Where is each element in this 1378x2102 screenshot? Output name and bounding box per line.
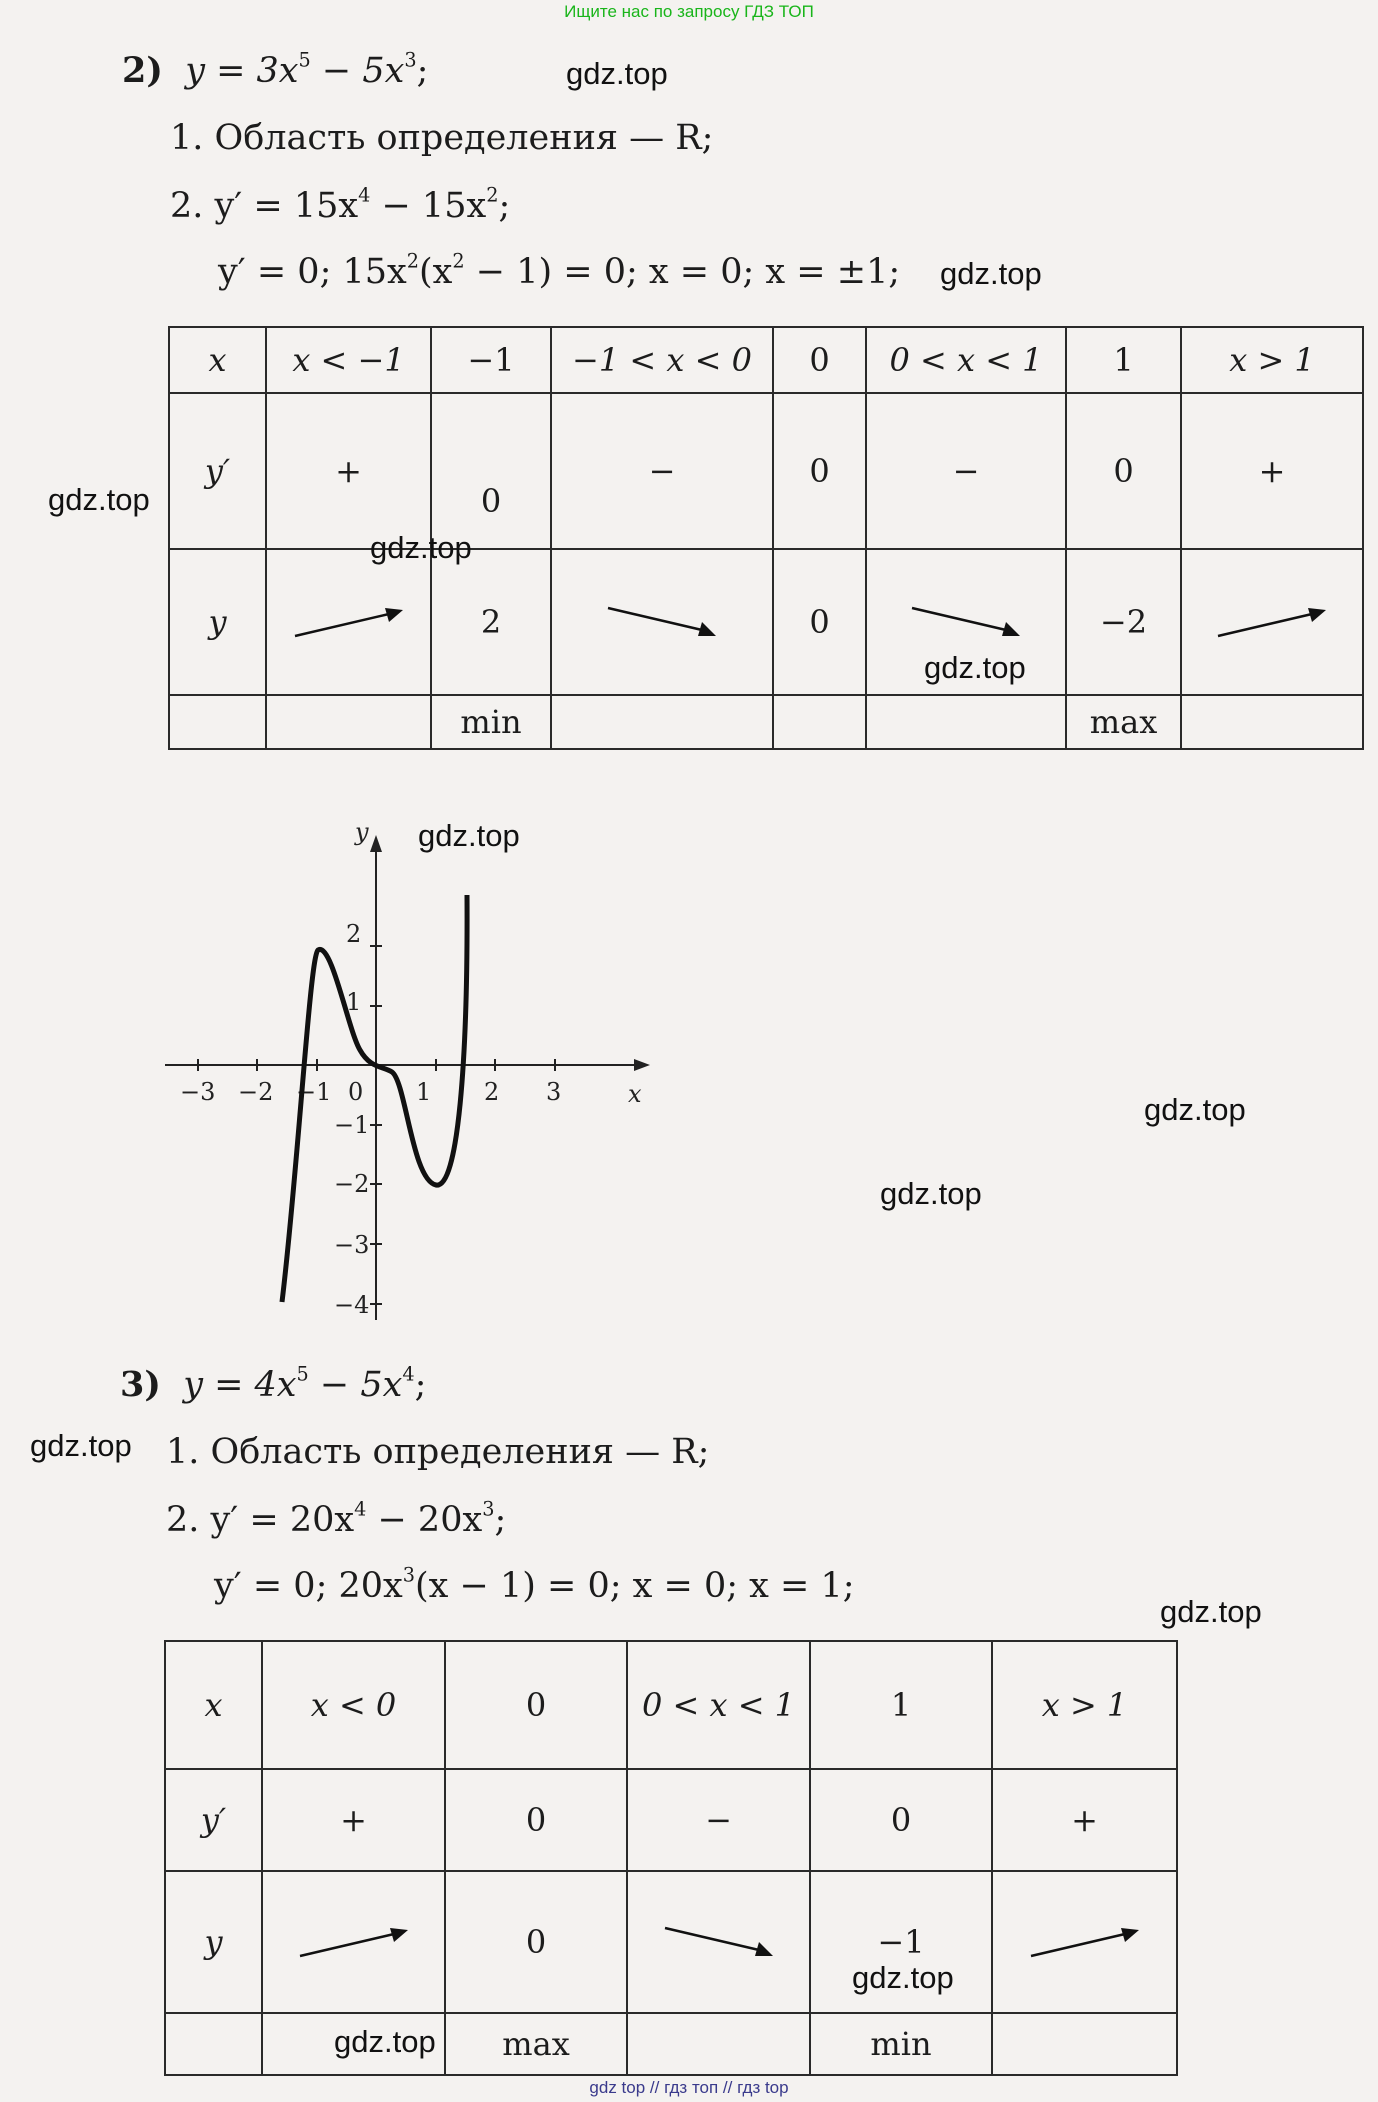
x-tick-label: 2 (484, 1078, 500, 1106)
cell (866, 695, 1066, 749)
cell: 0 < x < 1 (866, 327, 1066, 393)
x-tick-label: −3 (180, 1078, 216, 1106)
x-tick-label: 3 (546, 1078, 562, 1106)
part3-step1: 1. Область определения — R; (166, 1432, 710, 1472)
table-row-extremum (165, 2013, 1177, 2075)
bottom-banner: gdz top // гдз топ // гдз top (589, 2078, 789, 2097)
cell: 0 (445, 1769, 627, 1871)
table-row-function (165, 1871, 1177, 2013)
table-row-derivative (169, 393, 1363, 549)
increasing-arrow-icon (262, 1871, 445, 2013)
decreasing-arrow-icon (627, 1871, 810, 2013)
cell: 1 (1066, 327, 1181, 393)
cell: + (262, 1769, 445, 1871)
x-tick-label: −1 (296, 1078, 332, 1106)
cell: min (810, 2013, 992, 2075)
cell: 0 (445, 1641, 627, 1769)
cell: 0 < x < 1 (627, 1641, 810, 1769)
cell: x > 1 (992, 1641, 1177, 1769)
cell: 0 (810, 1769, 992, 1871)
table-row-x (165, 1641, 1177, 1769)
cell: 0 (773, 327, 866, 393)
cell: x (169, 327, 266, 393)
cell (627, 2013, 810, 2075)
increasing-arrow-icon (992, 1871, 1177, 2013)
watermark: gdz.top (1160, 1594, 1262, 1629)
cell: y′ (169, 393, 266, 549)
watermark: gdz.top (370, 530, 472, 565)
part3-critical-points: y′ = 0; $20x^3(x - 1) = 0$; x = 0; x = 1; (214, 1563, 855, 1606)
y-tick-label: −1 (334, 1111, 370, 1139)
cell: min (431, 695, 551, 749)
cell: − (627, 1769, 810, 1871)
cell: 2 (431, 549, 551, 695)
cell (773, 695, 866, 749)
x-tick-label: −2 (238, 1078, 274, 1106)
y-tick-label: −3 (334, 1231, 370, 1259)
cell: + (992, 1769, 1177, 1871)
part2-heading: 2) $y = 3x^5 - 5x^3$; (122, 48, 429, 91)
decreasing-arrow-icon (551, 549, 773, 695)
y-tick-label: 1 (346, 988, 362, 1016)
cell: 1 (810, 1641, 992, 1769)
cell (266, 695, 431, 749)
cell (169, 695, 266, 749)
part3-step2: 2. $y' = 20x^4 - 20x^3$; (166, 1497, 507, 1540)
cell: 0 (431, 393, 551, 549)
table-row-function (169, 549, 1363, 695)
watermark: gdz.top (566, 56, 668, 91)
cell: + (266, 393, 431, 549)
watermark: gdz.top (924, 650, 1026, 685)
cell: max (445, 2013, 627, 2075)
watermark: gdz.top (30, 1428, 132, 1463)
watermark: gdz.top (852, 1960, 954, 1995)
part2-step1: 1. Область определения — R; (170, 118, 714, 158)
increasing-arrow-icon (1181, 549, 1363, 695)
cell: −1 < x < 0 (551, 327, 773, 393)
cell: x < −1 (266, 327, 431, 393)
cell: 0 (445, 1871, 627, 2013)
cell: y (169, 549, 266, 695)
x-tick-label: 1 (416, 1078, 432, 1106)
part3-heading: 3) $y = 4x^5 - 5x^4$; (120, 1362, 427, 1405)
cell (165, 2013, 262, 2075)
watermark: gdz.top (334, 2024, 436, 2059)
cell: −1 (810, 1871, 992, 2013)
x-tick-label: 0 (348, 1078, 364, 1106)
cell: − (866, 393, 1066, 549)
watermark: gdz.top (940, 256, 1042, 291)
y-tick-label: 2 (346, 920, 362, 948)
cell (1181, 695, 1363, 749)
cell: − (551, 393, 773, 549)
part2-sign-table (168, 326, 1364, 750)
watermark: gdz.top (418, 818, 520, 853)
cell: x > 1 (1181, 327, 1363, 393)
cell: y′ (165, 1769, 262, 1871)
y-tick-label: −2 (334, 1170, 370, 1198)
watermark: gdz.top (880, 1176, 982, 1211)
part2-critical-points: y′ = 0; $15x^2(x^2 - 1) = 0$; x = 0; x = ±1; (218, 249, 901, 292)
y-axis-arrow-icon (370, 835, 382, 852)
cell: y (165, 1871, 262, 2013)
cell: −2 (1066, 549, 1181, 695)
watermark: gdz.top (48, 482, 150, 517)
cell: + (1181, 393, 1363, 549)
cell: x (165, 1641, 262, 1769)
cell: 0 (773, 393, 866, 549)
part3-sign-table (164, 1640, 1178, 2076)
cell (551, 695, 773, 749)
y-axis-label: y (355, 818, 369, 846)
function-graph (150, 810, 670, 1330)
cell: 0 (773, 549, 866, 695)
increasing-arrow-icon (266, 549, 431, 695)
cell: max (1066, 695, 1181, 749)
table-row-extremum (169, 695, 1363, 749)
cell (992, 2013, 1177, 2075)
watermark: gdz.top (1144, 1092, 1246, 1127)
top-banner: Ищите нас по запросу ГДЗ ТОП (564, 2, 814, 21)
table-row-x (169, 327, 1363, 393)
x-axis-arrow-icon (634, 1059, 650, 1071)
y-tick-label: −4 (334, 1291, 370, 1319)
x-axis-label: x (628, 1080, 642, 1108)
cell: −1 (431, 327, 551, 393)
cell: x < 0 (262, 1641, 445, 1769)
cell: 0 (1066, 393, 1181, 549)
part2-step2: 2. $y' = 15x^4 - 15x^2$; (170, 183, 511, 226)
table-row-derivative (165, 1769, 1177, 1871)
